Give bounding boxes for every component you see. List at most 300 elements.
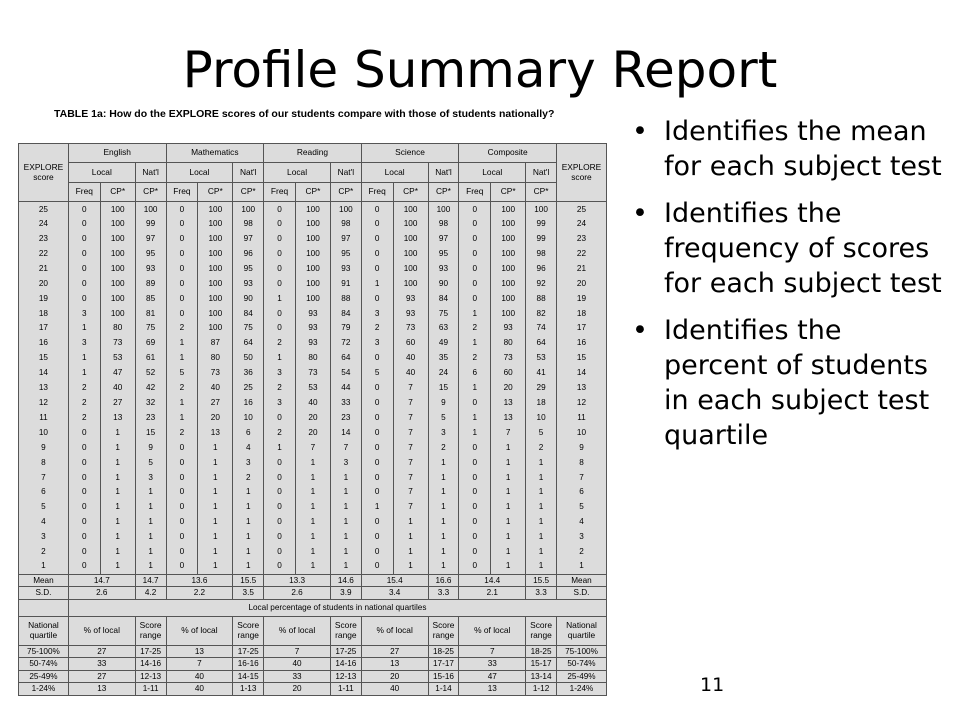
table-cell: 100	[491, 246, 526, 261]
table-cell: 100	[295, 231, 330, 246]
table-cell: 1	[100, 544, 135, 559]
table-cell: 36	[233, 365, 264, 380]
table-cell: 1	[198, 544, 233, 559]
table-cell: 1	[100, 559, 135, 574]
table-cell: 100	[198, 246, 233, 261]
table-cell: 5	[556, 500, 606, 515]
table-cell: 93	[233, 276, 264, 291]
bullet-list	[628, 114, 948, 465]
table-cell: 1	[330, 515, 361, 530]
table-cell: 1	[198, 485, 233, 500]
table-cell: 16	[233, 395, 264, 410]
header-pct-local: % of local	[68, 616, 135, 645]
stat-local: 2.6	[264, 587, 331, 600]
table-cell: 100	[135, 202, 166, 217]
header-row-freq-cp	[19, 183, 607, 202]
table-cell: 25	[556, 202, 606, 217]
table-cell: 0	[264, 321, 296, 336]
table-cell: 42	[135, 380, 166, 395]
table-cell: 2	[233, 470, 264, 485]
table-cell: 100	[198, 321, 233, 336]
table-cell: 0	[361, 455, 393, 470]
quartile-header-row	[19, 616, 607, 645]
header-score-range: Score range	[526, 616, 557, 645]
table-cell: 100	[198, 261, 233, 276]
table-cell: 9	[556, 440, 606, 455]
table-cell: 44	[330, 380, 361, 395]
table-cell: 20	[295, 410, 330, 425]
quartile-score-range: 14-16	[135, 658, 166, 671]
table-cell: 1	[491, 559, 526, 574]
table-cell: 22	[556, 246, 606, 261]
stat-natl: 3.9	[330, 587, 361, 600]
table-cell: 1	[264, 351, 296, 366]
table-cell: 100	[491, 216, 526, 231]
table-cell: 73	[100, 336, 135, 351]
table-cell: 0	[166, 261, 198, 276]
table-cell: 1	[19, 559, 69, 574]
table-cell: 100	[526, 202, 557, 217]
table-cell: 100	[295, 291, 330, 306]
table-cell: 1	[233, 544, 264, 559]
table-cell: 0	[166, 231, 198, 246]
stat-natl: 3.3	[428, 587, 459, 600]
table-cell: 3	[19, 529, 69, 544]
table-cell: 7	[393, 455, 428, 470]
table-row	[19, 321, 607, 336]
table-cell: 7	[556, 470, 606, 485]
table-cell: 1	[295, 559, 330, 574]
table-cell: 33	[330, 395, 361, 410]
header-score-range: Score range	[233, 616, 264, 645]
table-cell: 96	[526, 261, 557, 276]
header-cp-local: CP*	[100, 183, 135, 202]
quartile-pct-local: 40	[264, 658, 331, 671]
table-cell: 15	[135, 425, 166, 440]
table-cell: 1	[198, 455, 233, 470]
table-cell: 73	[198, 365, 233, 380]
table-cell: 0	[459, 485, 491, 500]
table-cell: 1	[68, 321, 100, 336]
header-score-range: Score range	[428, 616, 459, 645]
quartile-label: 50-74%	[556, 658, 606, 671]
table-cell: 95	[330, 246, 361, 261]
table-cell: 0	[264, 261, 296, 276]
table-cell: 15	[19, 351, 69, 366]
table-cell: 4	[556, 515, 606, 530]
header-pct-local: % of local	[264, 616, 331, 645]
table-cell: 0	[166, 440, 198, 455]
table-cell: 1	[100, 470, 135, 485]
table-cell: 15	[428, 380, 459, 395]
table-cell: 32	[135, 395, 166, 410]
table-cell: 5	[135, 455, 166, 470]
table-cell: 1	[135, 544, 166, 559]
stat-local: 2.2	[166, 587, 233, 600]
table-cell: 0	[68, 455, 100, 470]
quartile-pct-local: 40	[166, 683, 233, 696]
table-row	[19, 559, 607, 574]
header-cp-local: CP*	[198, 183, 233, 202]
table-cell: 0	[459, 261, 491, 276]
table-row	[19, 261, 607, 276]
table-cell: 1	[428, 500, 459, 515]
table-cell: 100	[491, 202, 526, 217]
table-cell: 2	[264, 336, 296, 351]
table-cell: 18	[556, 306, 606, 321]
table-cell: 1	[393, 559, 428, 574]
table-cell: 0	[68, 559, 100, 574]
table-cell: 7	[393, 425, 428, 440]
header-cp-natl: CP*	[526, 183, 557, 202]
quartile-row	[19, 645, 607, 658]
table-cell: 73	[491, 351, 526, 366]
table-cell: 0	[264, 455, 296, 470]
table-cell: 35	[428, 351, 459, 366]
table-cell: 2	[68, 410, 100, 425]
table-cell: 60	[393, 336, 428, 351]
table-cell: 0	[361, 529, 393, 544]
table-cell: 1	[68, 365, 100, 380]
table-cell: 0	[459, 276, 491, 291]
header-subject: Mathematics	[166, 144, 264, 163]
table-cell: 3	[233, 455, 264, 470]
table-cell: 54	[330, 365, 361, 380]
table-cell: 0	[68, 276, 100, 291]
table-cell: 0	[459, 246, 491, 261]
table-cell: 1	[135, 559, 166, 574]
table-cell: 0	[68, 485, 100, 500]
table-row	[19, 455, 607, 470]
table-cell: 1	[526, 515, 557, 530]
table-cell: 100	[295, 202, 330, 217]
table-cell: 1	[428, 544, 459, 559]
table-cell: 1	[459, 380, 491, 395]
quartile-score-range: 14-16	[330, 658, 361, 671]
table-cell: 1	[491, 440, 526, 455]
table-cell: 0	[361, 216, 393, 231]
table-cell: 13	[491, 410, 526, 425]
table-cell: 0	[166, 455, 198, 470]
table-cell: 0	[166, 470, 198, 485]
table-cell: 14	[556, 365, 606, 380]
table-cell: 1	[100, 515, 135, 530]
table-cell: 1	[330, 500, 361, 515]
table-cell: 10	[526, 410, 557, 425]
table-cell: 0	[68, 202, 100, 217]
profile-table-wrapper	[18, 143, 607, 696]
table-cell: 21	[556, 261, 606, 276]
table-cell: 40	[100, 380, 135, 395]
table-cell: 1	[393, 544, 428, 559]
table-cell: 0	[459, 440, 491, 455]
table-cell: 100	[393, 202, 428, 217]
table-cell: 89	[135, 276, 166, 291]
table-cell: 0	[68, 500, 100, 515]
quartile-score-range: 17-17	[428, 658, 459, 671]
table-row	[19, 291, 607, 306]
table-cell: 1	[100, 440, 135, 455]
table-cell: 2	[556, 544, 606, 559]
table-cell: 2	[166, 425, 198, 440]
table-cell: 100	[393, 276, 428, 291]
table-cell: 0	[459, 231, 491, 246]
table-cell: 1	[264, 440, 296, 455]
table-cell: 88	[330, 291, 361, 306]
table-cell: 99	[526, 216, 557, 231]
table-cell: 93	[295, 336, 330, 351]
table-cell: 0	[459, 202, 491, 217]
stat-local: 14.4	[459, 574, 526, 587]
table-cell: 75	[428, 306, 459, 321]
table-cell: 0	[361, 395, 393, 410]
table-cell: 1	[428, 470, 459, 485]
table-cell: 92	[526, 276, 557, 291]
table-cell: 1	[295, 485, 330, 500]
table-cell: 12	[19, 395, 69, 410]
quartile-pct-local: 27	[68, 645, 135, 658]
table-cell: 27	[100, 395, 135, 410]
table-row	[19, 515, 607, 530]
table-cell: 0	[264, 470, 296, 485]
table-cell: 13	[491, 395, 526, 410]
quartile-row	[19, 683, 607, 696]
table-cell: 53	[295, 380, 330, 395]
table-cell: 1	[100, 500, 135, 515]
table-cell: 0	[361, 470, 393, 485]
table-cell: 100	[100, 202, 135, 217]
table-cell: 1	[135, 485, 166, 500]
table-cell: 23	[19, 231, 69, 246]
table-cell: 100	[100, 306, 135, 321]
table-cell: 18	[19, 306, 69, 321]
table-cell: 0	[361, 440, 393, 455]
table-cell: 23	[556, 231, 606, 246]
table-cell: 0	[68, 529, 100, 544]
header-natl: Nat'l	[526, 163, 557, 183]
table-cell: 100	[393, 261, 428, 276]
table-cell: 1	[233, 559, 264, 574]
quartile-pct-local: 33	[264, 670, 331, 683]
bullet-item	[628, 313, 948, 453]
table-cell: 96	[233, 246, 264, 261]
table-cell: 1	[526, 455, 557, 470]
table-cell: 14	[19, 365, 69, 380]
table-cell: 75	[135, 321, 166, 336]
table-cell: 100	[491, 276, 526, 291]
table-cell: 9	[428, 395, 459, 410]
bullet-dot-icon: •	[632, 198, 648, 229]
quartile-title-row	[19, 599, 607, 616]
table-cell: 100	[198, 276, 233, 291]
stat-natl: 4.2	[135, 587, 166, 600]
table-row	[19, 351, 607, 366]
header-score-range: Score range	[330, 616, 361, 645]
quartile-score-range: 12-13	[135, 670, 166, 683]
table-cell: 0	[68, 425, 100, 440]
table-cell: 1	[135, 529, 166, 544]
table-cell: 29	[526, 380, 557, 395]
quartile-label: 1-24%	[19, 683, 69, 696]
table-cell: 0	[68, 246, 100, 261]
table-cell: 2	[264, 425, 296, 440]
table-cell: 100	[393, 216, 428, 231]
table-cell: 100	[491, 261, 526, 276]
quartile-pct-local: 33	[459, 658, 526, 671]
quartile-pct-local: 40	[166, 670, 233, 683]
table-cell: 1	[393, 529, 428, 544]
table-cell: 2	[361, 321, 393, 336]
table-cell: 0	[459, 515, 491, 530]
table-cell: 80	[100, 321, 135, 336]
table-cell: 9	[19, 440, 69, 455]
table-cell: 17	[556, 321, 606, 336]
table-cell: 0	[264, 246, 296, 261]
table-cell: 1	[68, 351, 100, 366]
table-cell: 95	[135, 246, 166, 261]
table-row	[19, 306, 607, 321]
table-cell: 1	[295, 500, 330, 515]
table-cell: 20	[198, 410, 233, 425]
table-cell: 1	[491, 500, 526, 515]
table-cell: 1	[295, 455, 330, 470]
table-cell: 25	[233, 380, 264, 395]
table-cell: 13	[19, 380, 69, 395]
stat-local: 14.7	[68, 574, 135, 587]
table-cell: 1	[100, 485, 135, 500]
table-cell: 3	[361, 336, 393, 351]
quartile-pct-local: 20	[361, 670, 428, 683]
table-cell: 20	[19, 276, 69, 291]
table-cell: 0	[264, 529, 296, 544]
table-cell: 79	[330, 321, 361, 336]
table-cell: 0	[166, 216, 198, 231]
table-cell: 0	[361, 351, 393, 366]
header-cp-natl: CP*	[233, 183, 264, 202]
table-cell: 5	[19, 500, 69, 515]
table-cell: 0	[166, 485, 198, 500]
quartile-pct-local: 47	[459, 670, 526, 683]
quartile-pct-local: 13	[166, 645, 233, 658]
table-cell: 6	[19, 485, 69, 500]
table-cell: 93	[295, 321, 330, 336]
stat-natl: 3.5	[233, 587, 264, 600]
table-row	[19, 246, 607, 261]
bullet-text: Identifies the frequency of scores for each subject test	[664, 198, 942, 299]
table-cell: 98	[330, 216, 361, 231]
header-local: Local	[166, 163, 233, 183]
table-cell: 0	[264, 410, 296, 425]
quartile-score-range: 17-25	[330, 645, 361, 658]
header-cp-natl: CP*	[428, 183, 459, 202]
table-cell: 91	[330, 276, 361, 291]
stat-local: 13.3	[264, 574, 331, 587]
header-explore-score: EXPLORE score	[19, 144, 69, 202]
table-cell: 0	[264, 485, 296, 500]
table-cell: 13	[556, 380, 606, 395]
table-cell: 1	[198, 470, 233, 485]
table-row	[19, 425, 607, 440]
stat-local: 2.6	[68, 587, 135, 600]
table-cell: 1	[330, 485, 361, 500]
header-explore-score: EXPLORE score	[556, 144, 606, 202]
table-cell: 1	[428, 485, 459, 500]
page-number: 11	[700, 674, 725, 696]
stat-natl: 14.7	[135, 574, 166, 587]
table-cell: 93	[491, 321, 526, 336]
table-cell: 7	[330, 440, 361, 455]
table-cell: 0	[264, 544, 296, 559]
header-natl: Nat'l	[428, 163, 459, 183]
table-cell: 60	[491, 365, 526, 380]
table-cell: 0	[459, 529, 491, 544]
table-cell: 0	[166, 500, 198, 515]
table-cell: 93	[295, 306, 330, 321]
table-cell: 0	[361, 380, 393, 395]
table-cell: 1	[330, 529, 361, 544]
table-cell: 0	[166, 544, 198, 559]
table-cell: 0	[361, 246, 393, 261]
table-cell: 100	[100, 291, 135, 306]
table-cell: 100	[330, 202, 361, 217]
table-cell: 25	[19, 202, 69, 217]
table-cell: 75	[233, 321, 264, 336]
header-national-quartile: National quartile	[556, 616, 606, 645]
table-cell: 10	[19, 425, 69, 440]
table-cell: 1	[135, 515, 166, 530]
table-cell: 1	[135, 500, 166, 515]
table-cell: 5	[526, 425, 557, 440]
table-cell: 97	[428, 231, 459, 246]
quartile-score-range: 13-14	[526, 670, 557, 683]
table-cell: 1	[100, 529, 135, 544]
table-cell: 12	[556, 395, 606, 410]
table-cell: 0	[459, 291, 491, 306]
table-cell: 72	[330, 336, 361, 351]
table-cell: 1	[264, 291, 296, 306]
table-cell: 0	[166, 291, 198, 306]
table-row	[19, 485, 607, 500]
stat-local: 15.4	[361, 574, 428, 587]
quartile-pct-local: 40	[361, 683, 428, 696]
stat-label: Mean	[19, 574, 69, 587]
table-cell: 1	[526, 544, 557, 559]
table-cell: 1	[198, 500, 233, 515]
header-local: Local	[361, 163, 428, 183]
bullet-item	[628, 114, 948, 184]
header-subject: Science	[361, 144, 459, 163]
bullet-dot-icon: •	[632, 315, 648, 346]
stat-label: S.D.	[556, 587, 606, 600]
header-local: Local	[264, 163, 331, 183]
table-cell: 2	[68, 395, 100, 410]
table-cell: 15	[556, 351, 606, 366]
table-cell: 1	[526, 500, 557, 515]
table-cell: 80	[198, 351, 233, 366]
table-cell: 100	[198, 231, 233, 246]
table-cell: 84	[428, 291, 459, 306]
quartile-title-spacer	[19, 599, 69, 616]
table-cell: 97	[233, 231, 264, 246]
table-cell: 19	[556, 291, 606, 306]
table-cell: 100	[100, 231, 135, 246]
table-cell: 11	[556, 410, 606, 425]
table-cell: 7	[393, 380, 428, 395]
table-cell: 23	[135, 410, 166, 425]
quartile-score-range: 1-12	[526, 683, 557, 696]
header-pct-local: % of local	[361, 616, 428, 645]
table-cell: 7	[393, 470, 428, 485]
